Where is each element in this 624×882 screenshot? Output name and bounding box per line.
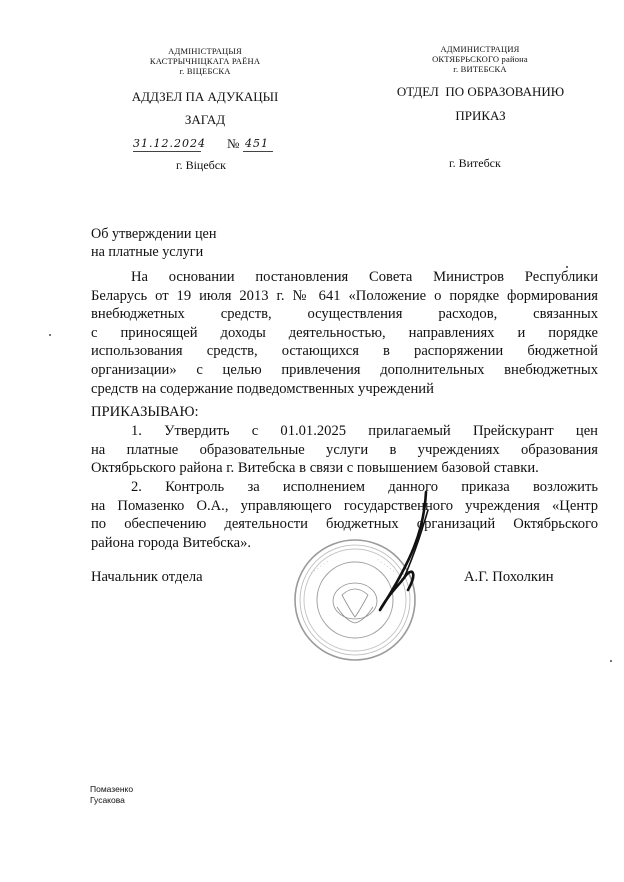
item-1-line-3: Октябрьского района г. Витебска в связи с повышением базовой ставки. — [91, 460, 539, 477]
scan-speck — [610, 660, 612, 662]
executor-names — [90, 784, 133, 806]
preamble-line-3: внебюджетных средств, осуществления расходов, связанных — [91, 306, 598, 323]
signature-name: А.Г. Похолкин — [464, 569, 554, 585]
item-2-line-3: по обеспечению деятельности бюджетных организаций Октябрьского — [91, 516, 598, 533]
preamble-line-1: На основании постановления Совета Министров Республики — [131, 269, 598, 285]
preamble-line-5: использования средств, остающихся в распоряжении бюджетной — [91, 343, 598, 360]
preamble-line-7: средств на содержание подведомственных учреждений — [91, 380, 434, 397]
date-number-line — [133, 136, 283, 154]
scan-speck — [566, 266, 568, 268]
number-sign: № — [227, 136, 240, 151]
item-2-line-4: района города Витебска». — [91, 534, 252, 551]
item-1-line-1: 1. Утвердить с 01.01.2025 прилагаемый Прейскурант цен — [131, 423, 598, 439]
left-org-line-3: г. ВІЦЕБСКА — [179, 66, 231, 76]
scan-speck — [49, 334, 51, 336]
left-org-name — [110, 46, 300, 76]
preamble-line-6: организации» с целью привлечения дополнительных внебюджетных — [91, 361, 598, 378]
right-org-line-2: ОКТЯБРЬСКОГО района — [432, 54, 528, 64]
date-underline — [133, 151, 201, 152]
left-department: АДДЗЕЛ ПА АДУКАЦЫІ — [131, 89, 279, 104]
right-org-name — [385, 44, 575, 74]
item-1-line-2: на платные образовательные услуги в учреждениях образования — [91, 441, 598, 458]
preamble — [91, 268, 598, 398]
subject-line-2: на платные услуги — [91, 243, 204, 260]
right-org-line-1: АДМИНИСТРАЦИЯ — [440, 44, 520, 54]
executor-name-2: Гусакова — [90, 795, 125, 805]
order-word: ПРИКАЗЫВАЮ: — [91, 404, 199, 420]
item-2-line-1: 2. Контроль за исполнением данного приказа возложить — [131, 479, 598, 495]
preamble-line-4: с приносящей доходы деятельностью, направлениях и порядке — [91, 324, 598, 341]
right-doc-type: ПРИКАЗ — [455, 108, 506, 123]
left-org-line-1: АДМІНІСТРАЦЫЯ — [168, 46, 242, 56]
item-2-line-2: на Помазенко О.А., управляющего государственного учреждения «Центр — [91, 497, 598, 514]
left-doc-type: ЗАГАД — [184, 112, 226, 127]
handwritten-date: 31.12.2024 — [133, 137, 206, 150]
left-city: г. Віцебск — [176, 158, 226, 172]
right-city: г. Витебск — [449, 156, 501, 170]
preamble-line-2: Беларусь от 19 июля 2013 г. № 641 «Положение о порядке формирования — [91, 287, 598, 304]
signature-position: Начальник отдела — [91, 569, 203, 585]
handwritten-signature — [368, 490, 458, 620]
number-underline — [243, 151, 273, 152]
svg-text:· · · · · ·: · · · · · · — [374, 556, 397, 575]
subject — [91, 226, 216, 261]
order-item-1 — [91, 422, 598, 478]
svg-text:· · · · · ·: · · · · · · — [309, 558, 331, 577]
subject-line-1: Об утверждении цен — [91, 226, 217, 242]
executor-name-1: Помазенко — [90, 784, 134, 794]
handwritten-number: 451 — [245, 137, 269, 150]
right-org-line-3: г. ВИТЕБСКА — [453, 64, 507, 74]
left-org-line-2: КАСТРЫЧНІЦКАГА РАЁНА — [149, 56, 261, 66]
right-department: ОТДЕЛ ПО ОБРАЗОВАНИЮ — [396, 84, 565, 99]
